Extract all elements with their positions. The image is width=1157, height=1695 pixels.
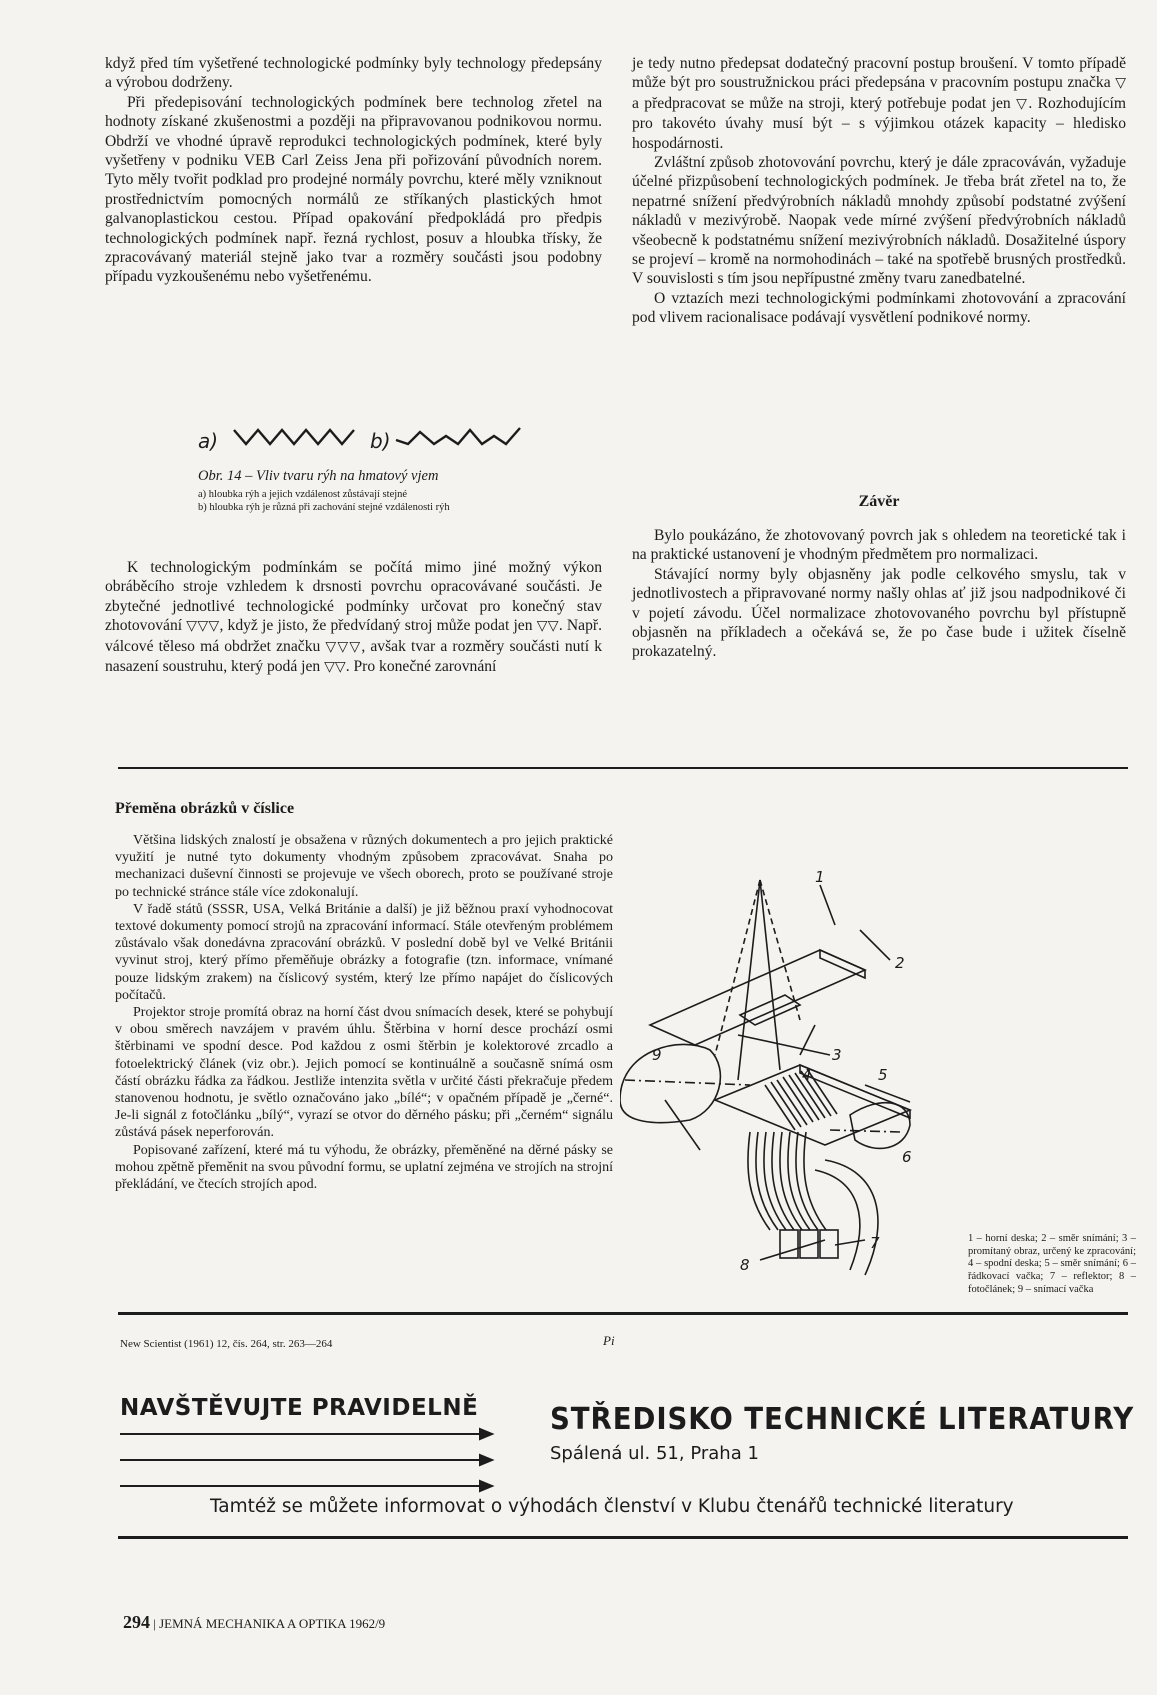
arrow-head [480, 1481, 492, 1491]
caption-line-a: a) hloubka rýh a jejich vzdálenost zůstávají stejné [198, 489, 408, 500]
direction-arrow [860, 930, 890, 960]
journal-name: JEMNÁ MECHANIKA A OPTIKA 1962/9 [159, 1616, 386, 1631]
text-run: , když je jisto, že předvídaný stroj může podat jen [219, 617, 533, 635]
figure-14-groove-profiles [190, 418, 590, 463]
projected-image [740, 995, 800, 1025]
axis-line [830, 1130, 900, 1132]
figure-label-6: 6 [902, 1148, 912, 1166]
left-column-middle [105, 558, 602, 677]
arrow-head [480, 1429, 492, 1439]
figure-label-4: 4 [802, 1066, 812, 1084]
page-footer [123, 1612, 385, 1633]
text-run: . Např. válcové těleso má obdržet značku [105, 617, 602, 655]
figure-legend: 1 – horní deska; 2 – směr snímání; 3 – promítaný obraz, určený ke zpracování; 4 – spodní deska; 5 – směr snímání; 6 – řádkovací vačka; 7 – reflektor; 8 – fotočlánek; 9 – snímací vačka [968, 1233, 1136, 1295]
text-run: K technologickým podmínkám se počítá mimo jiné možný výkon obráběcího stroje vzhledem k drsnosti povrchu opracovávané součásti. Je zbytečné jednotlivé technologické podmínky určovat pro konečný stav zhotovování [105, 559, 602, 635]
paragraph: Projektor stroje promítá obraz na horní část dvou snímacích desek, které se pohybují v obou směrech navzájem v pravém úhlu. Štěrbina v horní desce prochází osmi štěrbinami ve spodní desce. Pod každou z osmi štěrbin je kolektorové zrcadlo a fotoelektrický článek (viz obr.). Jejich pomocí se kontinuálně a současně snímá osm částí obrázku řádka za řádkou. Jestliže intenzita světla v určité části překračuje předem stanovenou hodnotu, je světlo označováno jako „bílé“; v opačném případě je „černé“. Je-li signál z fotočlánku „bílý“, vyrazí se otvor do děrného pásku; při „černém“ signálu zůstává pásek neperforován. [115, 1005, 613, 1141]
projection-line [760, 880, 800, 1020]
paragraph: Většina lidských znalostí je obsažena v různých dokumentech a pro jejich praktické využití je nutné tyto dokumenty vhodným způsobem zpracovávat. Snaha po mechanizaci duševní činnosti se projevuje ve všech oborech, proto se používané stroje po technické stránce stále více zdokonalují. [115, 833, 613, 900]
ad-center-block [550, 1402, 1157, 1464]
footer-separator: | [153, 1616, 160, 1631]
figure-label-9: 9 [652, 1046, 662, 1064]
ad-bottom-line: Tamtéž se můžete informovat o výhodách členství v Klubu čtenářů technické literatury [210, 1496, 1014, 1517]
arrow-head [480, 1455, 492, 1465]
article-source: New Scientist (1961) 12, čís. 264, str. 263—264 [120, 1338, 333, 1350]
surface-symbol: ▽ [1016, 95, 1029, 112]
conclusion-heading: Závěr [858, 493, 900, 510]
paragraph: O vztazích mezi technologickými podmínkami zhotovování a zpracování pod vlivem racionalisace podávají vysvětlení podnikové normy. [632, 289, 1126, 327]
paragraph: Popisované zařízení, které má tu výhodu, že obrázky, přeměněné na děrné pásky se mohou zpětně přeměnit na svou původní formu, se uplatní zejména ve strojích na strojní překládání, ve čtecích strojích apod. [115, 1142, 613, 1193]
label-leader [665, 1100, 700, 1150]
label-leader [738, 1035, 830, 1055]
text-run: . Pro konečné zarovnání [345, 658, 497, 676]
bottom-plate-edge [800, 1065, 910, 1118]
text-run: . Rozhodujícím pro takovéto úvahy musí být – s výjimkou otázek kapacity – hledisko hospodárnosti. [632, 94, 1126, 152]
article-author: Pi [603, 1333, 615, 1348]
paragraph: Stávající normy byly objasněny jak podle celkového smyslu, tak v jednotlivostech a připravované normy našly ohlas ať již jsou nadpodnikové či v pojetí závodu. Účel normalizace zhotovovaného povrchu byl přístupně objasněn na příkladech a očekává se, že po čase bude i užitek číselně prokazatelný. [632, 565, 1126, 661]
figure-label-a: a) [198, 429, 219, 453]
conclusion-column [632, 526, 1126, 662]
surface-symbol: ▽ [1115, 75, 1126, 92]
paragraph: Zvláštní způsob zhotovování povrchu, který je dále zpracováván, vyžaduje účelné přizpůsobení technologických podmínek. Je třeba brát zřetel na to, že nepatrné snížení předvýrobních nákladů mnohdy způsobí podstatné zvýšení nákladů v mezivýrobě. Naopak vede mírné zvýšení předvýrobních nákladů všeobecně k podstatnému snížení mezivýrobních nákladů. Dosažitelné úspory se projeví – kromě na normohodinách – také na spotřebě brusných prostředků. V souvislosti s tím jsou nepřípustné změny tvaru zanedbatelné. [632, 154, 1126, 288]
page-number: 294 [123, 1612, 150, 1632]
figure-label-b: b) [370, 429, 391, 453]
ad-left-block [120, 1395, 478, 1421]
paragraph [105, 558, 602, 677]
surface-symbol: ▽▽ [536, 618, 559, 635]
figure-label-5: 5 [878, 1066, 888, 1084]
paragraph: Bylo poukázáno, že zhotovovaný povrch jak s ohledem na teoretické tak i na praktické ustanovení je vhodným předmětem pro normalizaci. [632, 527, 1126, 564]
caption-line-b: b) hloubka rýh je různá při zachování stejné vzdálenosti rýh [198, 501, 450, 513]
profile-a-zigzag [234, 430, 354, 444]
text-run: , avšak tvar a rozměry součásti nutí k nasazení soustruhu, který podá jen [105, 637, 602, 676]
paragraph: když před tím vyšetřené technologické podmínky byly technology předepsány a výrobou dodrženy. [105, 55, 602, 92]
divider [118, 767, 1128, 769]
label-leader [835, 1240, 865, 1245]
paragraph [632, 54, 1126, 153]
figure-label-2: 2 [895, 954, 905, 972]
axis-line [625, 1080, 750, 1085]
paragraph: V řadě států (SSSR, USA, Velká Británie a další) je již běžnou praxí vyhodnocovat textové dokumenty pomocí strojů na zpracování informací. Stále otevřeným problémem zůstávalo však donedávna zpracování obrázků. V poslední době byl ve Velké Británii vyvinut stroj, který přímo přeměňuje obrázky a fotografie (tzn. informace, vnímané pouze lidským zrakem) na číslicový systém, který lze přímo napájet do číslicových počítačů. [115, 901, 613, 1003]
surface-symbol: ▽▽ [324, 659, 346, 676]
article-column [115, 832, 613, 1193]
ad-address: Spálená ul. 51, Praha 1 [550, 1443, 759, 1464]
label-leader [760, 1240, 825, 1260]
left-column-top [105, 54, 602, 287]
figure-label-8: 8 [740, 1256, 750, 1274]
photocells [780, 1230, 838, 1258]
projection-line [738, 880, 760, 1080]
ad-left-text: NAVŠTĚVUJTE PRAVIDELNĚ [120, 1395, 479, 1421]
text-run: je tedy nutno předepsat dodatečný pracovní postup broušení. V tomto případě může být pro soustružnickou práci předepsána v pracovním postupu značka [632, 55, 1126, 92]
surface-symbol: ▽▽▽ [325, 638, 362, 655]
surface-symbol: ▽▽▽ [186, 618, 220, 635]
projection-line [715, 880, 760, 1055]
slits [765, 1069, 837, 1130]
ad-arrows [120, 1420, 495, 1500]
reflector-array [748, 1132, 826, 1230]
figure-label-1: 1 [815, 870, 825, 886]
line-cam [850, 1103, 910, 1149]
divider [118, 1312, 1128, 1315]
groove-profile-drawing [190, 418, 590, 458]
right-column-top [632, 54, 1126, 328]
text-run: a předpracovat se může na stroji, který potřebuje podat jen [632, 94, 1011, 112]
paragraph: Při předepisování technologických podmínek bere technolog zřetel na hodnoty získané zkušenostmi a později na připravovanou podnikovou normu. Obdrží ve vhodné úpravě reprodukci technologických podmínek, které byly vyšetřeny v podniku VEB Carl Zeiss Jena při pořizování původních norem. Tyto měly tvořit podklad pro prodejné normály povrchu, které měly vzniknout prostřednictvím pomocných normálů ze stříkaných plastických hmot galvanoplastickou cestou. Případ opakování předpokládá pro předpis technologických podmínek např. řezná rychlost, posuv a hloubka třísky, že zpracovávaný materiál stejně jako tvar a rozměry součásti jsou podobny případu vyzkoušenému nebo vyšetřenému. [105, 93, 602, 286]
figure-label-7: 7 [870, 1234, 880, 1252]
caption-title: Obr. 14 – Vliv tvaru rýh na hmatový vjem [198, 468, 439, 484]
ad-title: STŘEDISKO TECHNICKÉ LITERATURY [550, 1402, 1135, 1437]
figure-14-caption [198, 468, 538, 514]
article-heading: Přeměna obrázků v číslice [115, 800, 295, 817]
figure-label-3: 3 [832, 1046, 842, 1064]
divider [118, 1536, 1128, 1539]
profile-b-zigzag [396, 428, 520, 444]
label-leader [820, 885, 835, 925]
